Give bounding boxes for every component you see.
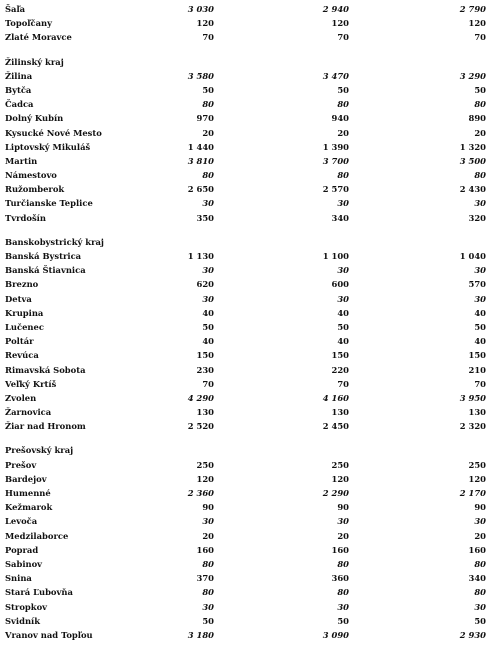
value-column-1: 80 (202, 99, 214, 110)
value-column-1: 90 (202, 502, 214, 513)
region-heading: Žilinský kraj (5, 56, 64, 67)
value-column-3: 2 930 (459, 629, 486, 640)
value-column-1: 30 (202, 293, 214, 304)
value-column-3: 50 (474, 615, 486, 626)
value-column-2: 40 (337, 336, 349, 347)
value-column-3: 2 320 (459, 421, 486, 432)
value-column-2: 80 (337, 558, 349, 569)
value-column-3: 210 (468, 364, 486, 375)
region-heading: Prešovský kraj (5, 445, 74, 456)
value-column-3: 20 (474, 530, 486, 541)
value-column-1: 80 (202, 170, 214, 181)
value-column-1: 3 030 (187, 4, 214, 14)
value-column-2: 80 (337, 170, 349, 181)
value-column-2: 80 (337, 99, 349, 110)
value-column-1: 20 (202, 127, 214, 138)
value-column-1: 30 (202, 265, 214, 276)
value-column-2: 70 (337, 32, 349, 43)
value-column-3: 890 (468, 113, 486, 124)
district-name: Stará Ľubovňa (5, 587, 73, 598)
value-column-2: 1 100 (322, 251, 349, 261)
value-column-2: 160 (331, 544, 349, 555)
table-row (0, 348, 495, 362)
value-column-1: 230 (196, 364, 214, 375)
value-column-1: 50 (202, 615, 214, 626)
value-column-2: 2 450 (322, 421, 349, 432)
value-column-3: 2 790 (459, 4, 486, 14)
value-column-2: 70 (337, 378, 349, 389)
district-name: Prešov (5, 459, 37, 470)
value-column-1: 370 (196, 573, 214, 584)
value-column-3: 30 (474, 601, 486, 612)
table-row (0, 405, 495, 419)
table-row (0, 334, 495, 348)
value-column-1: 3 180 (187, 629, 214, 640)
district-name: Zlaté Moravce (5, 32, 72, 43)
table-row (0, 292, 495, 306)
table-row (0, 30, 495, 44)
table-row (0, 16, 495, 30)
district-name: Žarnovica (5, 407, 52, 418)
value-column-1: 970 (196, 113, 214, 124)
value-column-1: 130 (196, 407, 214, 418)
value-column-2: 130 (331, 407, 349, 418)
value-column-1: 620 (196, 279, 214, 290)
district-name: Bardejov (5, 473, 47, 484)
value-column-2: 90 (337, 502, 349, 513)
value-column-2: 2 290 (322, 488, 349, 498)
table-row (0, 111, 495, 125)
value-column-3: 1 040 (459, 251, 486, 261)
table-row (0, 514, 495, 528)
table-row (0, 628, 495, 642)
value-column-1: 20 (202, 530, 214, 541)
district-name: Humenné (5, 488, 51, 498)
district-name: Sabinov (5, 558, 43, 569)
value-column-1: 250 (196, 459, 214, 470)
value-column-3: 30 (474, 198, 486, 209)
table-row (0, 211, 495, 225)
value-column-1: 120 (196, 18, 214, 29)
district-name: Revúca (5, 350, 39, 361)
table-row (0, 571, 495, 585)
value-column-1: 120 (196, 473, 214, 484)
district-name: Topoľčany (5, 18, 52, 29)
value-column-1: 40 (202, 336, 214, 347)
table-row (0, 126, 495, 140)
district-name: Brezno (5, 279, 39, 290)
value-column-2: 120 (331, 18, 349, 29)
value-column-3: 2 170 (459, 488, 486, 498)
district-name: Rimavská Sobota (5, 364, 86, 375)
value-column-3: 50 (474, 84, 486, 95)
value-column-3: 80 (474, 170, 486, 181)
value-column-2: 30 (337, 601, 349, 612)
value-column-1: 30 (202, 516, 214, 527)
value-column-3: 340 (468, 573, 486, 584)
value-column-3: 1 320 (459, 141, 486, 152)
district-name: Vranov nad Topľou (5, 629, 93, 640)
value-column-1: 70 (202, 378, 214, 389)
value-column-3: 50 (474, 321, 486, 332)
value-column-3: 40 (474, 336, 486, 347)
value-column-2: 50 (337, 615, 349, 626)
district-name: Námestovo (5, 170, 57, 181)
value-column-2: 600 (331, 279, 349, 290)
table-row (0, 557, 495, 571)
value-column-2: 340 (331, 212, 349, 223)
table-row (0, 83, 495, 97)
value-column-2: 250 (331, 459, 349, 470)
table-row (0, 419, 495, 433)
table-row (0, 97, 495, 111)
value-column-3: 150 (468, 350, 486, 361)
region-section (0, 2, 495, 45)
value-column-1: 30 (202, 601, 214, 612)
table-row (0, 458, 495, 472)
table-row (0, 377, 495, 391)
table-row (0, 500, 495, 514)
value-column-3: 30 (474, 293, 486, 304)
table-row (0, 585, 495, 599)
district-name: Kežmarok (5, 502, 53, 513)
table-row (0, 363, 495, 377)
value-column-2: 2 940 (322, 4, 349, 14)
value-column-2: 50 (337, 84, 349, 95)
table-row (0, 277, 495, 291)
value-column-2: 20 (337, 127, 349, 138)
value-column-1: 30 (202, 198, 214, 209)
value-column-3: 30 (474, 265, 486, 276)
district-name: Detva (5, 293, 32, 304)
value-column-2: 1 390 (322, 141, 349, 152)
value-column-2: 3 700 (322, 155, 349, 166)
value-column-1: 80 (202, 587, 214, 598)
district-name: Svidník (5, 615, 41, 626)
value-column-3: 40 (474, 307, 486, 318)
district-name: Kysucké Nové Mesto (5, 127, 102, 138)
table-row (0, 320, 495, 334)
value-column-1: 50 (202, 321, 214, 332)
value-column-2: 2 570 (322, 184, 349, 195)
region-section (0, 225, 495, 434)
district-name: Tvrdošín (5, 212, 46, 223)
district-name: Žiar nad Hronom (5, 421, 86, 432)
table-row (0, 196, 495, 210)
value-column-2: 120 (331, 473, 349, 484)
value-column-2: 4 160 (322, 392, 349, 403)
value-column-2: 80 (337, 587, 349, 598)
value-column-1: 4 290 (187, 392, 214, 403)
value-column-2: 3 090 (322, 629, 349, 640)
value-column-1: 70 (202, 32, 214, 43)
value-column-1: 1 130 (187, 251, 214, 261)
value-column-3: 80 (474, 587, 486, 598)
district-name: Poprad (5, 544, 39, 555)
value-column-3: 320 (468, 212, 486, 223)
district-name: Dolný Kubín (5, 113, 64, 124)
district-name: Levoča (5, 516, 38, 527)
value-column-3: 120 (468, 18, 486, 29)
value-column-1: 2 360 (187, 488, 214, 498)
table-row (0, 2, 495, 16)
district-name: Bytča (5, 84, 32, 95)
table-row (0, 486, 495, 500)
value-column-1: 150 (196, 350, 214, 361)
value-column-3: 120 (468, 473, 486, 484)
table-row (0, 182, 495, 196)
value-column-1: 50 (202, 84, 214, 95)
district-name: Krupina (5, 307, 44, 318)
table-row (0, 391, 495, 405)
value-column-1: 2 650 (187, 184, 214, 195)
region-heading: Banskobystrický kraj (5, 236, 104, 247)
value-column-3: 2 430 (459, 184, 486, 195)
table-row (0, 168, 495, 182)
district-name: Ružomberok (5, 184, 65, 195)
value-column-2: 940 (331, 113, 349, 124)
value-column-1: 80 (202, 558, 214, 569)
value-column-3: 570 (468, 279, 486, 290)
table-row (0, 263, 495, 277)
district-name: Žilina (5, 70, 33, 81)
value-column-3: 3 950 (459, 392, 486, 403)
table-row (0, 543, 495, 557)
region-section (0, 45, 495, 225)
value-column-2: 30 (337, 198, 349, 209)
value-column-1: 350 (196, 212, 214, 223)
table-row (0, 529, 495, 543)
value-column-1: 40 (202, 307, 214, 318)
district-name: Čadca (5, 99, 34, 110)
value-column-3: 70 (474, 32, 486, 43)
value-column-2: 30 (337, 516, 349, 527)
value-column-3: 80 (474, 558, 486, 569)
value-column-2: 3 470 (322, 70, 349, 81)
value-column-1: 160 (196, 544, 214, 555)
value-column-3: 90 (474, 502, 486, 513)
value-column-2: 40 (337, 307, 349, 318)
value-column-3: 70 (474, 378, 486, 389)
value-column-2: 150 (331, 350, 349, 361)
value-column-3: 3 290 (459, 70, 486, 81)
table-row (0, 614, 495, 628)
district-name: Stropkov (5, 601, 48, 612)
district-name: Lučenec (5, 321, 44, 332)
value-column-3: 20 (474, 127, 486, 138)
table-row (0, 472, 495, 486)
district-name: Šaľa (5, 4, 26, 14)
district-name: Banská Štiavnica (5, 265, 86, 276)
region-section (0, 433, 495, 642)
value-column-2: 20 (337, 530, 349, 541)
value-column-3: 130 (468, 407, 486, 418)
value-column-2: 30 (337, 293, 349, 304)
district-name: Poltár (5, 336, 34, 347)
value-column-3: 80 (474, 99, 486, 110)
value-column-1: 3 810 (187, 155, 214, 166)
district-name: Zvolen (5, 392, 37, 403)
district-name: Turčianske Teplice (5, 198, 93, 209)
value-column-2: 220 (331, 364, 349, 375)
district-name: Veľký Krtíš (5, 378, 57, 389)
district-name: Liptovský Mikuláš (5, 141, 91, 152)
value-column-1: 2 520 (187, 421, 214, 432)
table-row (0, 69, 495, 83)
table-row (0, 306, 495, 320)
value-column-3: 160 (468, 544, 486, 555)
value-column-3: 30 (474, 516, 486, 527)
value-column-3: 250 (468, 459, 486, 470)
district-name: Medzilaborce (5, 530, 69, 541)
district-name: Banská Bystrica (5, 251, 82, 261)
value-column-1: 3 580 (187, 70, 214, 81)
value-column-2: 50 (337, 321, 349, 332)
value-column-1: 1 440 (187, 141, 214, 152)
district-name: Martin (5, 155, 38, 166)
table-row (0, 140, 495, 154)
table-row (0, 249, 495, 263)
table-row (0, 600, 495, 614)
table-row (0, 154, 495, 168)
value-column-3: 3 500 (459, 155, 486, 166)
district-name: Snina (5, 573, 32, 584)
value-column-2: 360 (331, 573, 349, 584)
value-column-2: 30 (337, 265, 349, 276)
